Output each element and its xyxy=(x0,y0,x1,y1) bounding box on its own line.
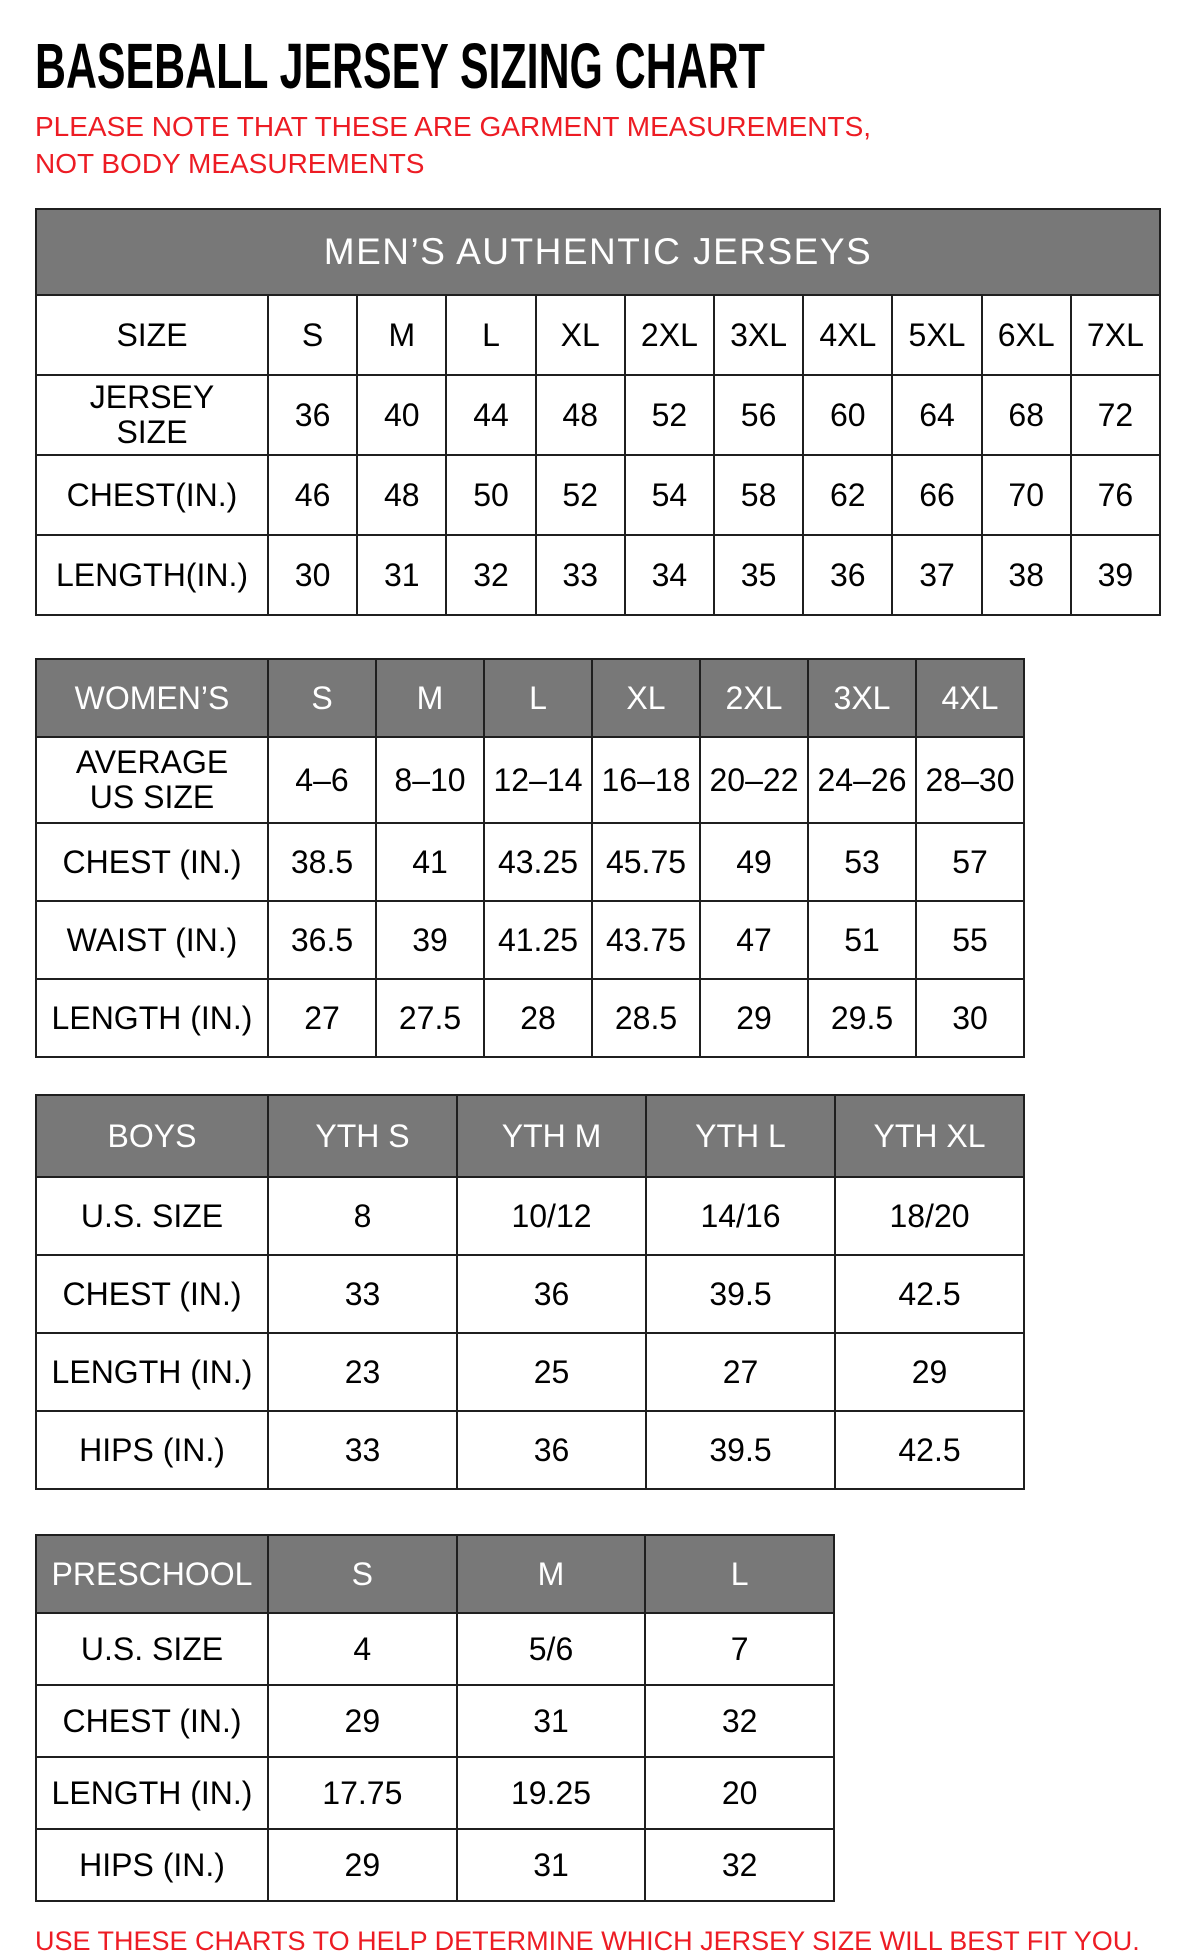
mens-value-cell: 35 xyxy=(715,536,802,614)
preschool-value-cell: 7 xyxy=(646,1614,833,1684)
mens-value-cell: 66 xyxy=(893,456,980,534)
mens-value-cell: 56 xyxy=(715,376,802,454)
footer-note: USE THESE CHARTS TO HELP DETERMINE WHICH JERSEY SIZE WILL BEST FIT YOU. xyxy=(35,1926,1140,1957)
womens-value-cell: 24–26 xyxy=(809,738,915,822)
mens-value-cell: 7XL xyxy=(1072,296,1159,374)
womens-header-cell: 3XL xyxy=(809,660,915,736)
womens-header-cell: M xyxy=(377,660,483,736)
womens-value-cell: 27.5 xyxy=(377,980,483,1056)
boys-value-cell: 23 xyxy=(269,1334,456,1410)
mens-value-cell: S xyxy=(269,296,356,374)
womens-header-cell: 4XL xyxy=(917,660,1023,736)
boys-row-label: HIPS (IN.) xyxy=(37,1412,267,1488)
womens-value-cell: 8–10 xyxy=(377,738,483,822)
page-title: BASEBALL JERSEY SIZING CHART xyxy=(35,30,765,102)
mens-row-label: JERSEY SIZE xyxy=(37,376,267,454)
mens-sizing-table xyxy=(35,208,1161,616)
preschool-row-label: HIPS (IN.) xyxy=(37,1830,267,1900)
womens-value-cell: 53 xyxy=(809,824,915,900)
mens-value-cell: 46 xyxy=(269,456,356,534)
boys-value-cell: 39.5 xyxy=(647,1256,834,1332)
preschool-value-cell: 20 xyxy=(646,1758,833,1828)
mens-value-cell: 58 xyxy=(715,456,802,534)
womens-header-cell: XL xyxy=(593,660,699,736)
womens-value-cell: 29 xyxy=(701,980,807,1056)
preschool-value-cell: 4 xyxy=(269,1614,456,1684)
womens-value-cell: 51 xyxy=(809,902,915,978)
preschool-header-cell: S xyxy=(269,1536,456,1612)
womens-row-label: CHEST (IN.) xyxy=(37,824,267,900)
mens-value-cell: 38 xyxy=(983,536,1070,614)
womens-value-cell: 28 xyxy=(485,980,591,1056)
boys-value-cell: 10/12 xyxy=(458,1178,645,1254)
boys-value-cell: 36 xyxy=(458,1256,645,1332)
mens-row-label: CHEST(IN.) xyxy=(37,456,267,534)
mens-value-cell: 48 xyxy=(358,456,445,534)
womens-value-cell: 4–6 xyxy=(269,738,375,822)
boys-value-cell: 25 xyxy=(458,1334,645,1410)
mens-value-cell: 34 xyxy=(626,536,713,614)
mens-value-cell: XL xyxy=(537,296,624,374)
mens-value-cell: 50 xyxy=(447,456,534,534)
preschool-header-cell: L xyxy=(646,1536,833,1612)
preschool-row-label: LENGTH (IN.) xyxy=(37,1758,267,1828)
womens-value-cell: 29.5 xyxy=(809,980,915,1056)
preschool-header-label: PRESCHOOL xyxy=(37,1536,267,1612)
womens-sizing-table xyxy=(35,658,1025,1058)
womens-value-cell: 43.75 xyxy=(593,902,699,978)
womens-value-cell: 49 xyxy=(701,824,807,900)
boys-value-cell: 42.5 xyxy=(836,1256,1023,1332)
mens-value-cell: 60 xyxy=(804,376,891,454)
mens-value-cell: 39 xyxy=(1072,536,1159,614)
garment-measurements-note: PLEASE NOTE THAT THESE ARE GARMENT MEASUREMENTS, NOT BODY MEASUREMENTS xyxy=(35,111,872,180)
boys-sizing-table xyxy=(35,1094,1025,1490)
mens-value-cell: 5XL xyxy=(893,296,980,374)
womens-row-label: WAIST (IN.) xyxy=(37,902,267,978)
boys-row-label: U.S. SIZE xyxy=(37,1178,267,1254)
boys-value-cell: 36 xyxy=(458,1412,645,1488)
mens-value-cell: 3XL xyxy=(715,296,802,374)
boys-value-cell: 8 xyxy=(269,1178,456,1254)
mens-value-cell: 31 xyxy=(358,536,445,614)
womens-header-cell: L xyxy=(485,660,591,736)
preschool-value-cell: 29 xyxy=(269,1686,456,1756)
womens-value-cell: 16–18 xyxy=(593,738,699,822)
womens-row-label: LENGTH (IN.) xyxy=(37,980,267,1056)
mens-row-label: SIZE xyxy=(37,296,267,374)
mens-row-label: LENGTH(IN.) xyxy=(37,536,267,614)
mens-value-cell: 52 xyxy=(537,456,624,534)
mens-value-cell: 4XL xyxy=(804,296,891,374)
boys-row-label: LENGTH (IN.) xyxy=(37,1334,267,1410)
boys-value-cell: 14/16 xyxy=(647,1178,834,1254)
womens-header-cell: S xyxy=(269,660,375,736)
mens-value-cell: 32 xyxy=(447,536,534,614)
preschool-value-cell: 31 xyxy=(458,1686,645,1756)
boys-value-cell: 33 xyxy=(269,1412,456,1488)
mens-value-cell: 30 xyxy=(269,536,356,614)
mens-table-banner: MEN’S AUTHENTIC JERSEYS xyxy=(37,210,1159,294)
womens-value-cell: 47 xyxy=(701,902,807,978)
mens-value-cell: 2XL xyxy=(626,296,713,374)
mens-value-cell: L xyxy=(447,296,534,374)
boys-header-cell: YTH S xyxy=(269,1096,456,1176)
mens-value-cell: 36 xyxy=(804,536,891,614)
womens-value-cell: 36.5 xyxy=(269,902,375,978)
preschool-value-cell: 29 xyxy=(269,1830,456,1900)
boys-value-cell: 33 xyxy=(269,1256,456,1332)
boys-header-label: BOYS xyxy=(37,1096,267,1176)
mens-value-cell: 54 xyxy=(626,456,713,534)
womens-value-cell: 39 xyxy=(377,902,483,978)
mens-value-cell: 48 xyxy=(537,376,624,454)
womens-header-label: WOMEN’S xyxy=(37,660,267,736)
preschool-value-cell: 32 xyxy=(646,1830,833,1900)
womens-value-cell: 30 xyxy=(917,980,1023,1056)
mens-value-cell: 33 xyxy=(537,536,624,614)
womens-value-cell: 27 xyxy=(269,980,375,1056)
preschool-header-cell: M xyxy=(458,1536,645,1612)
womens-value-cell: 43.25 xyxy=(485,824,591,900)
preschool-value-cell: 19.25 xyxy=(458,1758,645,1828)
mens-value-cell: 70 xyxy=(983,456,1070,534)
mens-value-cell: 76 xyxy=(1072,456,1159,534)
womens-value-cell: 55 xyxy=(917,902,1023,978)
preschool-value-cell: 17.75 xyxy=(269,1758,456,1828)
mens-value-cell: 64 xyxy=(893,376,980,454)
boys-value-cell: 27 xyxy=(647,1334,834,1410)
mens-value-cell: M xyxy=(358,296,445,374)
mens-value-cell: 72 xyxy=(1072,376,1159,454)
mens-value-cell: 40 xyxy=(358,376,445,454)
womens-value-cell: 20–22 xyxy=(701,738,807,822)
womens-value-cell: 28.5 xyxy=(593,980,699,1056)
womens-value-cell: 28–30 xyxy=(917,738,1023,822)
womens-value-cell: 57 xyxy=(917,824,1023,900)
preschool-value-cell: 5/6 xyxy=(458,1614,645,1684)
boys-header-cell: YTH XL xyxy=(836,1096,1023,1176)
preschool-value-cell: 32 xyxy=(646,1686,833,1756)
womens-value-cell: 38.5 xyxy=(269,824,375,900)
preschool-value-cell: 31 xyxy=(458,1830,645,1900)
boys-value-cell: 39.5 xyxy=(647,1412,834,1488)
womens-row-label: AVERAGE US SIZE xyxy=(37,738,267,822)
boys-value-cell: 18/20 xyxy=(836,1178,1023,1254)
boys-value-cell: 42.5 xyxy=(836,1412,1023,1488)
mens-value-cell: 44 xyxy=(447,376,534,454)
mens-value-cell: 6XL xyxy=(983,296,1070,374)
womens-value-cell: 12–14 xyxy=(485,738,591,822)
womens-value-cell: 45.75 xyxy=(593,824,699,900)
mens-value-cell: 36 xyxy=(269,376,356,454)
mens-value-cell: 37 xyxy=(893,536,980,614)
preschool-row-label: CHEST (IN.) xyxy=(37,1686,267,1756)
mens-value-cell: 62 xyxy=(804,456,891,534)
boys-header-cell: YTH M xyxy=(458,1096,645,1176)
preschool-sizing-table xyxy=(35,1534,835,1902)
womens-header-cell: 2XL xyxy=(701,660,807,736)
womens-value-cell: 41 xyxy=(377,824,483,900)
boys-header-cell: YTH L xyxy=(647,1096,834,1176)
mens-value-cell: 68 xyxy=(983,376,1070,454)
mens-value-cell: 52 xyxy=(626,376,713,454)
boys-row-label: CHEST (IN.) xyxy=(37,1256,267,1332)
preschool-row-label: U.S. SIZE xyxy=(37,1614,267,1684)
womens-value-cell: 41.25 xyxy=(485,902,591,978)
boys-value-cell: 29 xyxy=(836,1334,1023,1410)
